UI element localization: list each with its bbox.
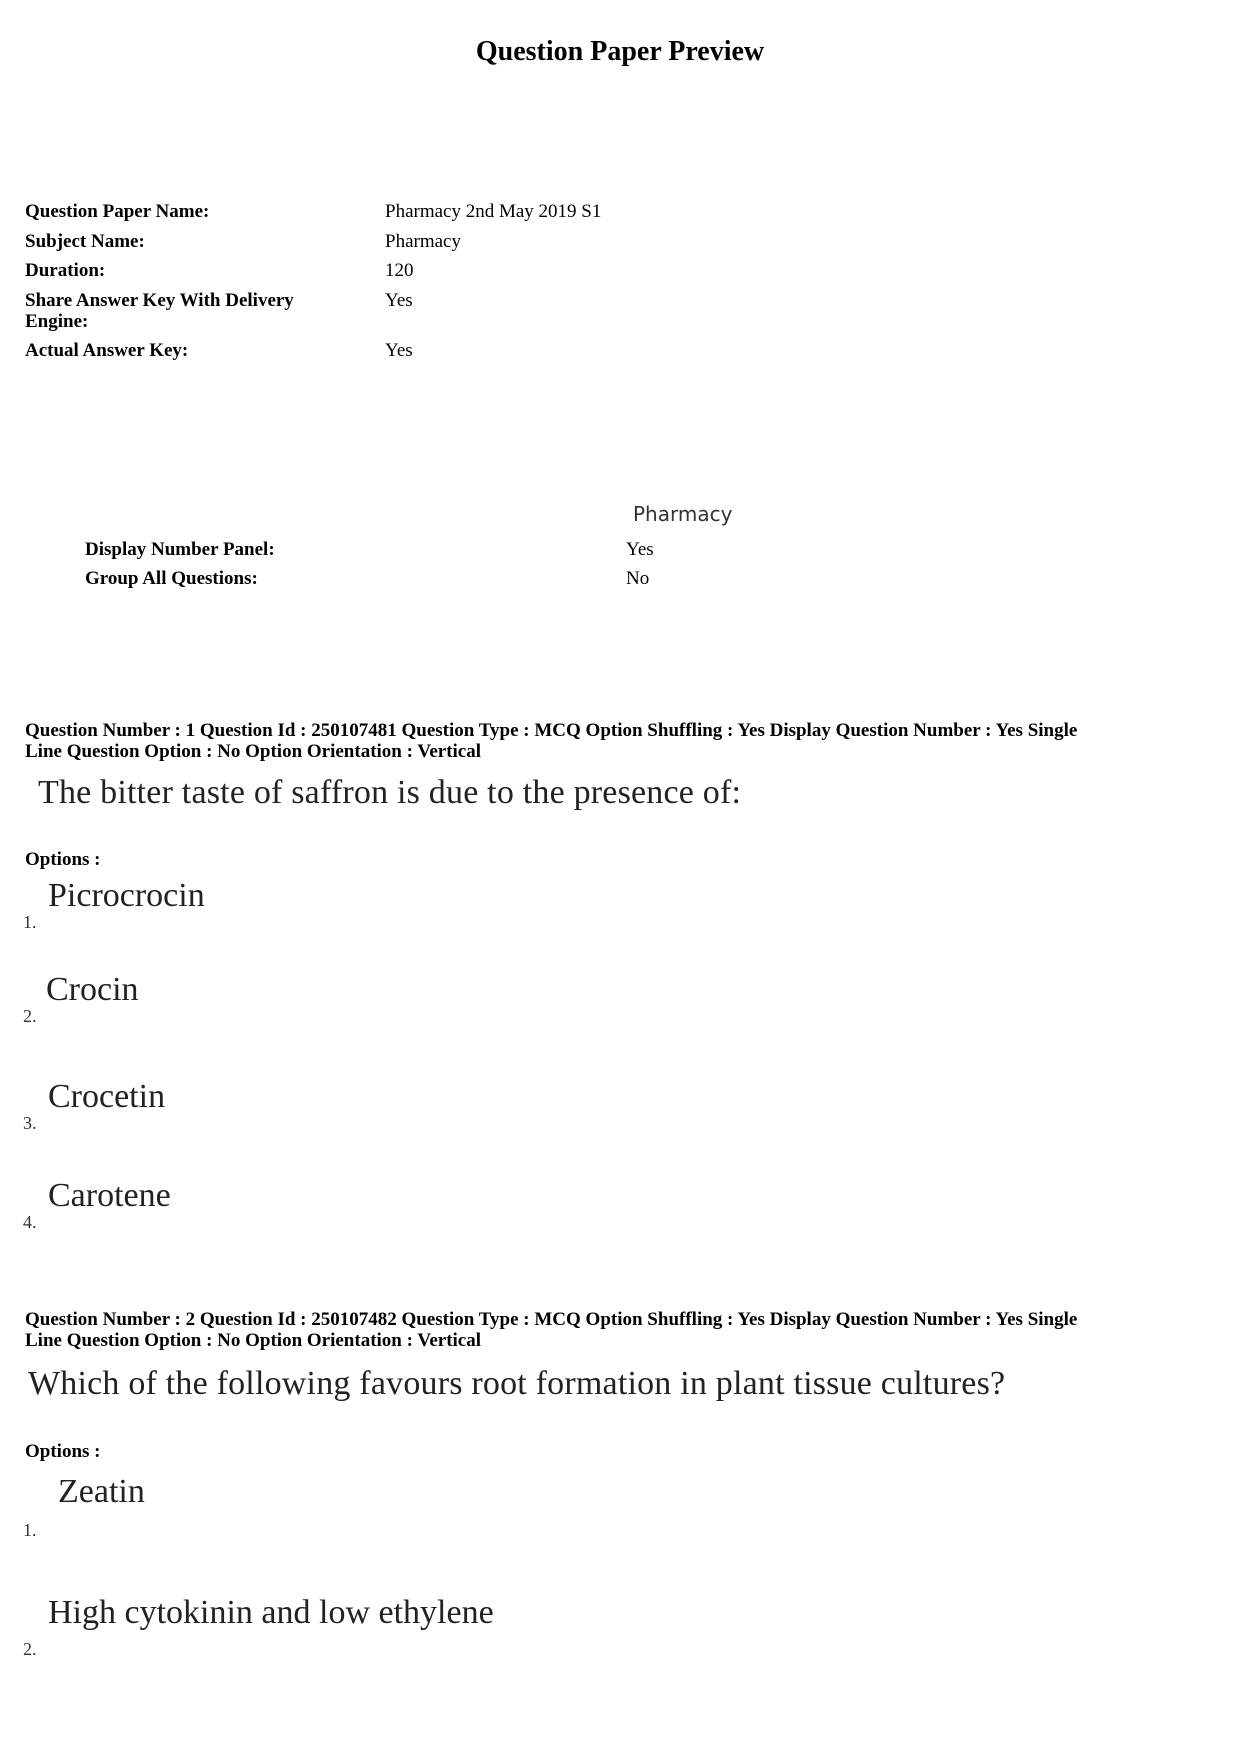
option-number: 4. xyxy=(23,1212,37,1232)
subject-name-value: Pharmacy xyxy=(385,231,461,252)
option-text: Carotene xyxy=(48,1177,171,1214)
page-title: Question Paper Preview xyxy=(475,36,765,67)
group-all-questions-value: No xyxy=(626,568,650,589)
question-text: Which of the following favours root formation in plant tissue cultures? xyxy=(28,1365,1006,1402)
question-header-line2: Line Question Option : No Option Orientation : Vertical xyxy=(25,741,482,762)
display-number-panel-value: Yes xyxy=(626,539,654,560)
question-text: The bitter taste of saffron is due to the presence of: xyxy=(38,774,742,811)
option-number: 2. xyxy=(23,1006,37,1026)
option-text: Picrocrocin xyxy=(48,877,205,914)
option-text: High cytokinin and low ethylene xyxy=(48,1594,494,1631)
display-number-panel-label: Display Number Panel: xyxy=(85,539,275,560)
group-all-questions-label: Group All Questions: xyxy=(85,568,258,589)
duration-label: Duration: xyxy=(25,260,106,281)
section-name: Pharmacy xyxy=(633,502,733,526)
actual-answer-key-value: Yes xyxy=(385,340,413,361)
option-text: Crocetin xyxy=(48,1078,166,1115)
option-number: 3. xyxy=(23,1113,37,1133)
option-text: Crocin xyxy=(46,971,139,1008)
option-number: 1. xyxy=(23,912,37,932)
share-answer-key-label: Share Answer Key With Delivery Engine: xyxy=(25,290,294,332)
actual-answer-key-label: Actual Answer Key: xyxy=(25,340,189,361)
options-label: Options : xyxy=(25,849,101,870)
option-number: 2. xyxy=(23,1639,37,1659)
duration-value: 120 xyxy=(385,260,414,281)
paper-name-label: Question Paper Name: xyxy=(25,201,210,222)
subject-name-label: Subject Name: xyxy=(25,231,145,252)
question-header-line2: Line Question Option : No Option Orientation : Vertical xyxy=(25,1330,482,1351)
option-number: 1. xyxy=(23,1520,37,1540)
share-answer-key-value: Yes xyxy=(385,290,413,311)
question-header-line1: Question Number : 2 Question Id : 250107482 Question Type : MCQ Option Shuffling : Yes Display Question Number : Yes Single xyxy=(25,1309,1078,1330)
options-label: Options : xyxy=(25,1441,101,1462)
option-text: Zeatin xyxy=(58,1473,145,1510)
question-header-line1: Question Number : 1 Question Id : 250107481 Question Type : MCQ Option Shuffling : Yes Display Question Number : Yes Single xyxy=(25,720,1078,741)
paper-name-value: Pharmacy 2nd May 2019 S1 xyxy=(385,201,602,222)
